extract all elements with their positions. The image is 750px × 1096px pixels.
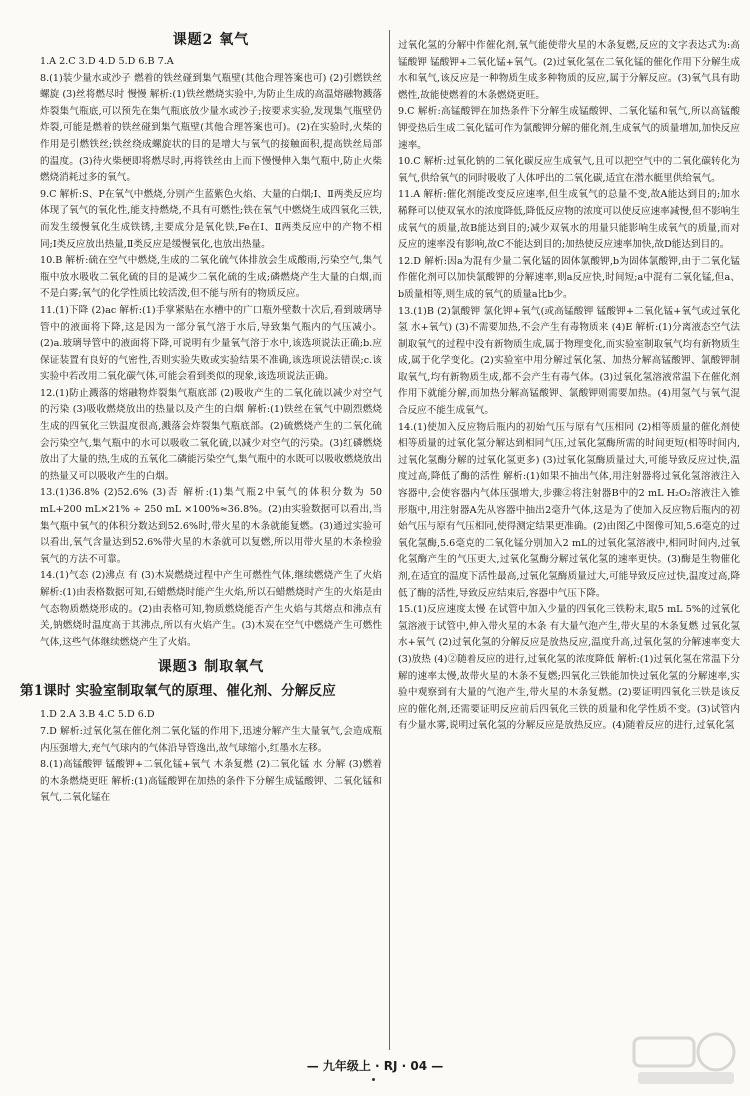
answer-item: 过氧化氢的分解中作催化剂,氧气能使带火星的木条复燃,反应的文字表达式为:高锰酸钾 锰酸钾+二氧化锰+氧气。(2)过氧化氢在二氧化锰的催化作用下分解生成水和氧气,该反应是一种物质生成多种物质的反应,属于分解反应。(3)氧气具有助燃性,故能使燃着的木条燃烧更旺。 (398, 40, 740, 101)
answer-item: 11.(1)下降 (2)ac 解析:(1)手掌紧贴在水槽中的广口瓶外壁数十次后,看到玻璃导管中的液面将下降,这是因为一部分氧气溶于水后,导致集气瓶内的气压减小。(2)a.玻璃导管中的液面将下降,可说明有少量氧气溶于水中,该选项说法正确;b.应保证装置有良好的气密性,否则实验失败或实验结果不准确,该选项说法错误;c.该实验中若改用二氧化碳气体,可能会看到类似的现象,该选项说法正确。 (40, 304, 382, 383)
answer-item: 10.B 解析:硫在空气中燃烧,生成的二氧化硫气体排放会生成酸雨,污染空气,集气瓶中放水吸收二氧化硫的目的是减少二氧化硫的生成;磷燃烧产生大量的白烟,而不是白雾;氧气的化学性质比较活泼,但不能与所有的物质反应。 (40, 255, 382, 300)
answer-item: 13.(1)36.8% (2)52.6% (3)否 解析:(1)集气瓶2中氧气的体积分数为 50 mL+200 mL×21% ÷ 250 mL ×100%≈36.8%。(2)由实验数据可以看出,当集气瓶中氧气的体积分数达到52.6%时,带火星的木条就能复燃。(3)通过实验可以看出,氧气含量达到52.6%带火星的木条就可以复燃,所以用带火星的木条检验氧气的方法不可靠。 (40, 487, 382, 565)
answer-item: 14.(1)使加入反应物后瓶内的初始气压与原有气压相同 (2)相等质量的催化剂使相等质量的过氧化氢分解达到相同气压,过氧化氢酶所需的时间更短(相等时间内,过氧化氢酶分解的过氧化氢更多) (3)过氧化氢酶质量过大,可能导致反应过快,温度过高,降低了酶的活性 解析:(1)如果不抽出气体,用注射器将过氧化氢溶液注入容器中,会使容器内气体压强增大,步骤②将注射器B中的2 mL H₂O₂溶液注入锥形瓶中,用注射器A先从容器中抽出2毫升气体,这是为了使加入反应物后瓶内的初始气压与原有气压相同,使得测定结果更准确。(2)由图乙中图像可知,5.6毫克的过氧化氢酶,5.6毫克的二氧化锰分别加入2 mL的过氧化氢溶液中,相同时间内,过氧化氢酶产生的气压更大,过氧化氢酶分解过氧化氢的速率更快。(3)酶是生物催化剂,在适宜的温度下活性最高,过氧化氢酶质量过大,可能导致反应过快,温度过高,降低了酶的活性,导致反应结束后,容器中气压下降。 (398, 421, 740, 599)
answer-item: 13.(1)B (2)氯酸钾 氯化钾+氧气(或高锰酸钾 锰酸钾+二氧化锰+氧气或过氧化氢 水+氧气) (3)不需要加热,不会产生有毒物质来 (4)E 解析:(1)分离液态空气法制取氧气的过程中没有新物质生成,属于物理变化,而实验室制取氧气均有新物质生成,属于化学变化。(2)实验室中用分解过氧化氢、加热分解高锰酸钾、氯酸钾制取氧气,均有新物质生成,都不会产生有毒气体。(3)过氧化氢溶液常温下在催化剂作用下就能分解,而加热分解高锰酸钾、氯酸钾则需要加热。(4)用氢气与氧气混合反应不能生成氧气。 (398, 305, 740, 417)
answer-item: 1.D 2.A 3.B 4.C 5.D 6.D (40, 709, 155, 721)
answer-item: 14.(1)气态 (2)沸点 有 (3)木炭燃烧过程中产生可燃性气体,继续燃烧产生了火焰 解析:(1)由表格数据可知,石蜡燃烧时能产生火焰,所以石蜡燃烧时产生的火焰是由气态物质燃烧形成的。(2)由表格可知,物质燃烧能否产生火焰与其熔点和沸点有关,钠燃烧时温度高于其沸点,所以有火焰产生。(3)木炭在空气中燃烧产生可燃性气体,这些气体继续燃烧产生了火焰。 (40, 570, 382, 648)
column-divider (389, 30, 390, 1050)
answer-item: 7.D 解析:过氧化氢在催化剂二氧化锰的作用下,迅速分解产生大量氧气,会造成瓶内压强增大,充气气球内的气体沿导管逸出,故气球缩小,红墨水左移。 (40, 725, 382, 754)
answer-item: 9.C 解析:高锰酸钾在加热条件下分解生成锰酸钾、二氧化锰和氧气,所以高锰酸钾受热后生成二氧化锰可作为氯酸钾分解的催化剂,生成氧气的质量增加,加快反应速率。 (398, 106, 740, 151)
answer-item: 15.(1)反应速度太慢 在试管中加入少量的四氧化三铁粉末,取5 mL 5%的过氧化氢溶液于试管中,伸入带火星的木条 有大量气泡产生,带火星的木条复燃 过氧化氢 水+氧气 (2)过氧化氢的分解反应是放热反应,温度升高,过氧化氢的分解速率变大 (3)放热 (4)②随着反应的进行,过氧化氢的浓度降低 解析:(1)过氧化氢在常温下分解的速率太慢,故带火星的木条不复燃;四氧化三铁能加快过氧化氢的分解速率,实验中观察到有大量的气泡产生,带火星的木条复燃。(2)要证明四氧化三铁是该反应的催化剂,还需要证明反应前后四氧化三铁的质量和化学性质不变。(3)试管内有少量水雾,说明过氧化氢的分解反应是放热反应。(4)随着反应的进行,过氧化氢 (398, 604, 740, 732)
page-dot (372, 1078, 375, 1081)
watermark-logo-icon (630, 1028, 740, 1090)
answer-item: 8.(1)高锰酸钾 锰酸钾+二氧化锰+氧气 木条复燃 (2)二氧化锰 水 分解 (3)燃着的木条燃烧更旺 解析:(1)高锰酸钾在加热的条件下分解生成锰酸钾、二氧化锰和氧气,二氧化锰在 (40, 759, 382, 804)
answer-item: 11.A 解析:催化剂能改变反应速率,但生成氧气的总量不变,故A能达到目的;加水稀释可以使双氧水的浓度降低,降低反应物的浓度可以使反应速率减慢,但不影响生成氧气的质量,故B能达到目的;减少双氧水的用量只能影响生成氧气的质量,而对反应的速率没有影响,故C不能达到目的;加热使反应速率加快,故D能达到目的。 (398, 189, 740, 251)
answer-item: 12.D 解析:因a为混有少量二氧化锰的固体氯酸钾,b为固体氯酸钾,由于二氧化锰作催化剂可以加快氯酸钾的分解速率,则a反应快,时间短;a中混有二氧化锰,但a、b质量相等,则生成的氧气的质量a比b少。 (398, 255, 740, 300)
page-footer: — 九年级上 · RJ · 04 — (306, 1059, 444, 1073)
section-heading-prepare-oxygen: 课题3 制取氧气 (157, 659, 265, 676)
right-column (398, 38, 740, 735)
answer-item: 9.C 解析:S、P在氧气中燃烧,分别产生蓝紫色火焰、大量的白烟;Ⅰ、Ⅱ两类反应均体现了氧气的氧化性,能支持燃烧,不具有可燃性;铁在氧气中燃烧生成四氧化三铁,而发生缓慢氧化生成铁锈,主要成分是氧化铁,Fe在Ⅰ、Ⅱ两类反应中的产物不相同;Ⅰ类反应放出热量,Ⅱ类反应是缓慢氧化,也放出热量。 (40, 188, 382, 250)
section-heading-oxygen: 课题2 氧气 (172, 32, 250, 48)
answer-item: 12.(1)防止溅落的熔融物炸裂集气瓶底部 (2)吸收产生的二氧化硫以减少对空气的污染 (3)吸收燃烧放出的热量以及产生的白烟 解析:(1)铁丝在氧气中剧烈燃烧生成的四氧化三铁温度很高,溅落会炸裂集气瓶底部。(2)硫燃烧产生的二氧化硫会污染空气,集气瓶中的水可以吸收二氧化硫,以减少对空气的污染。(3)红磷燃烧放出了大量的热,生成的五氧化二磷能污染空气,集气瓶中的水既可以吸收燃烧放出的热量又可以吸收产生的白烟。 (40, 387, 382, 482)
answer-item: 1.A 2.C 3.D 4.D 5.D 6.B 7.A (40, 56, 174, 67)
answer-item: 10.C 解析:过氧化钠的二氧化碳反应生成氧气,且可以把空气中的二氧化碳转化为氧气,供给氧气的同时吸收了人体呼出的二氧化碳,适宜在潜水艇里供给氧气。 (398, 156, 740, 184)
answer-item: 8.(1)装少量水或沙子 燃着的铁丝碰到集气瓶壁(其他合理答案也可) (2)引燃铁丝 螺旋 (3)丝将燃尽时 慢慢 解析:(1)铁丝燃烧实验中,为防止生成的高温熔融物溅落炸裂集气瓶底,可以预先在集气瓶底放少量水或沙子;按要求实验,发现集气瓶壁仍炸裂,可能是燃着的铁丝碰到集气瓶壁(其他合理答案也可)。(2)在实验时,火柴的作用是引燃铁丝;铁丝绕成螺旋状的目的是增大与氧气的接触面积,提高铁丝局部的温度。(3)待火柴梗即将燃尽时,再将铁丝由上而下慢慢伸入集气瓶中,防止火柴燃烧消耗过多的氧气。 (40, 72, 382, 184)
left-column (20, 30, 382, 807)
lesson-subheading: 第1课时 实验室制取氧气的原理、催化剂、分解反应 (20, 683, 336, 700)
